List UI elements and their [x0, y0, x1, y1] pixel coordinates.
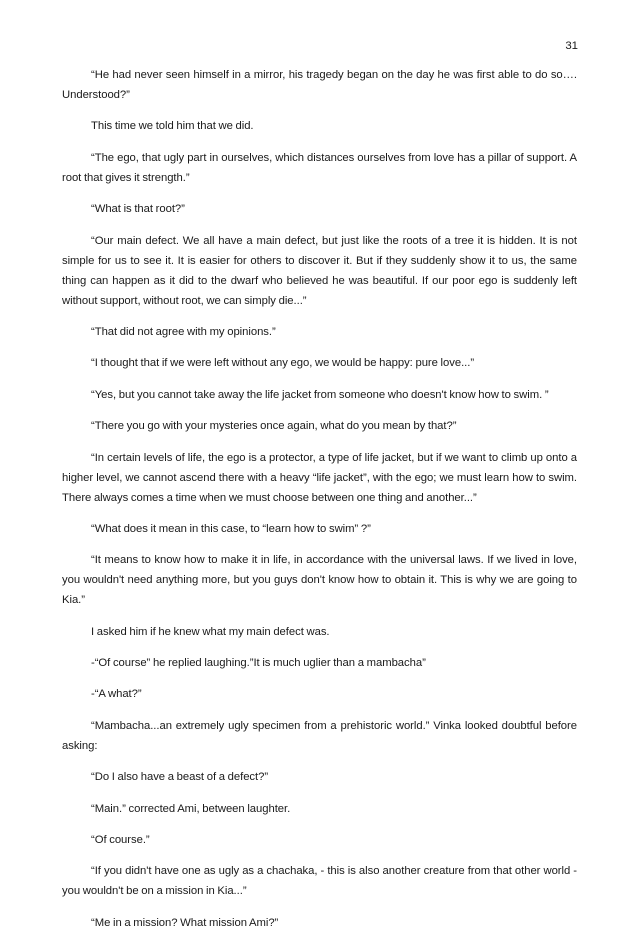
paragraph: “What does it mean in this case, to “learn how to swim” ?” [91, 522, 371, 535]
paragraph: -“A what?” [91, 688, 142, 701]
paragraph: -“Of course” he replied laughing.”It is much uglier than a mambacha” [91, 657, 426, 670]
paragraph: “If you didn't have one as ugly as a chachaka, - this is also another creature from that other world - you wouldn't be on a mission in Kia...” [62, 865, 577, 898]
paragraph: “Mambacha...an extremely ugly specimen from a prehistoric world.” Vinka looked doubtful before asking: [62, 719, 577, 752]
paragraph: “Me in a mission? What mission Ami?” [91, 916, 279, 929]
paragraph: “Do I also have a beast of a defect?” [91, 771, 269, 784]
paragraph: “That did not agree with my opinions.” [91, 325, 276, 338]
paragraph: “I thought that if we were left without any ego, we would be happy: pure love...” [91, 357, 475, 370]
paragraph: “It means to know how to make it in life, in accordance with the universal laws. If we lived in love, you wouldn't need anything more, but you guys don't know how to obtain it. This is why we are going to Kia.” [62, 554, 577, 607]
paragraph: “He had never seen himself in a mirror, his tragedy began on the day he was first able to do so…. Understood?” [62, 69, 577, 101]
paragraph: I asked him if he knew what my main defect was. [91, 625, 330, 638]
paragraph: “What is that root?” [91, 203, 185, 216]
paragraph: “Main.” corrected Ami, between laughter. [91, 802, 291, 815]
paragraph: “Of course.” [91, 834, 150, 847]
paragraph: This time we told him that we did. [91, 120, 254, 133]
paragraph: “Our main defect. We all have a main defect, but just like the roots of a tree it is hidden. It is not simple for us to see it. It is easier for others to discover it. But if they suddenly show it to us, the same thing can happen as it did to the dwarf who believed he was beautiful. If our poor ego is suddenly left without support, without root, we can simply die...” [62, 234, 577, 307]
page-number: 31 [565, 40, 578, 52]
paragraph: “The ego, that ugly part in ourselves, which distances ourselves from love has a pillar of support. A root that gives it strength.” [62, 151, 577, 184]
paragraph: “In certain levels of life, the ego is a protector, a type of life jacket, but if we want to climb up onto a higher level, we cannot ascend there with a heavy “life jacket”, with the ego; we must learn how to swim. There always comes a time when we must choose between one thing and another...” [62, 451, 577, 504]
page-body [62, 65, 577, 944]
paragraph: “There you go with your mysteries once again, what do you mean by that?” [91, 420, 457, 433]
paragraph: “Yes, but you cannot take away the life jacket from someone who doesn't know how to swim. ” [91, 388, 549, 401]
